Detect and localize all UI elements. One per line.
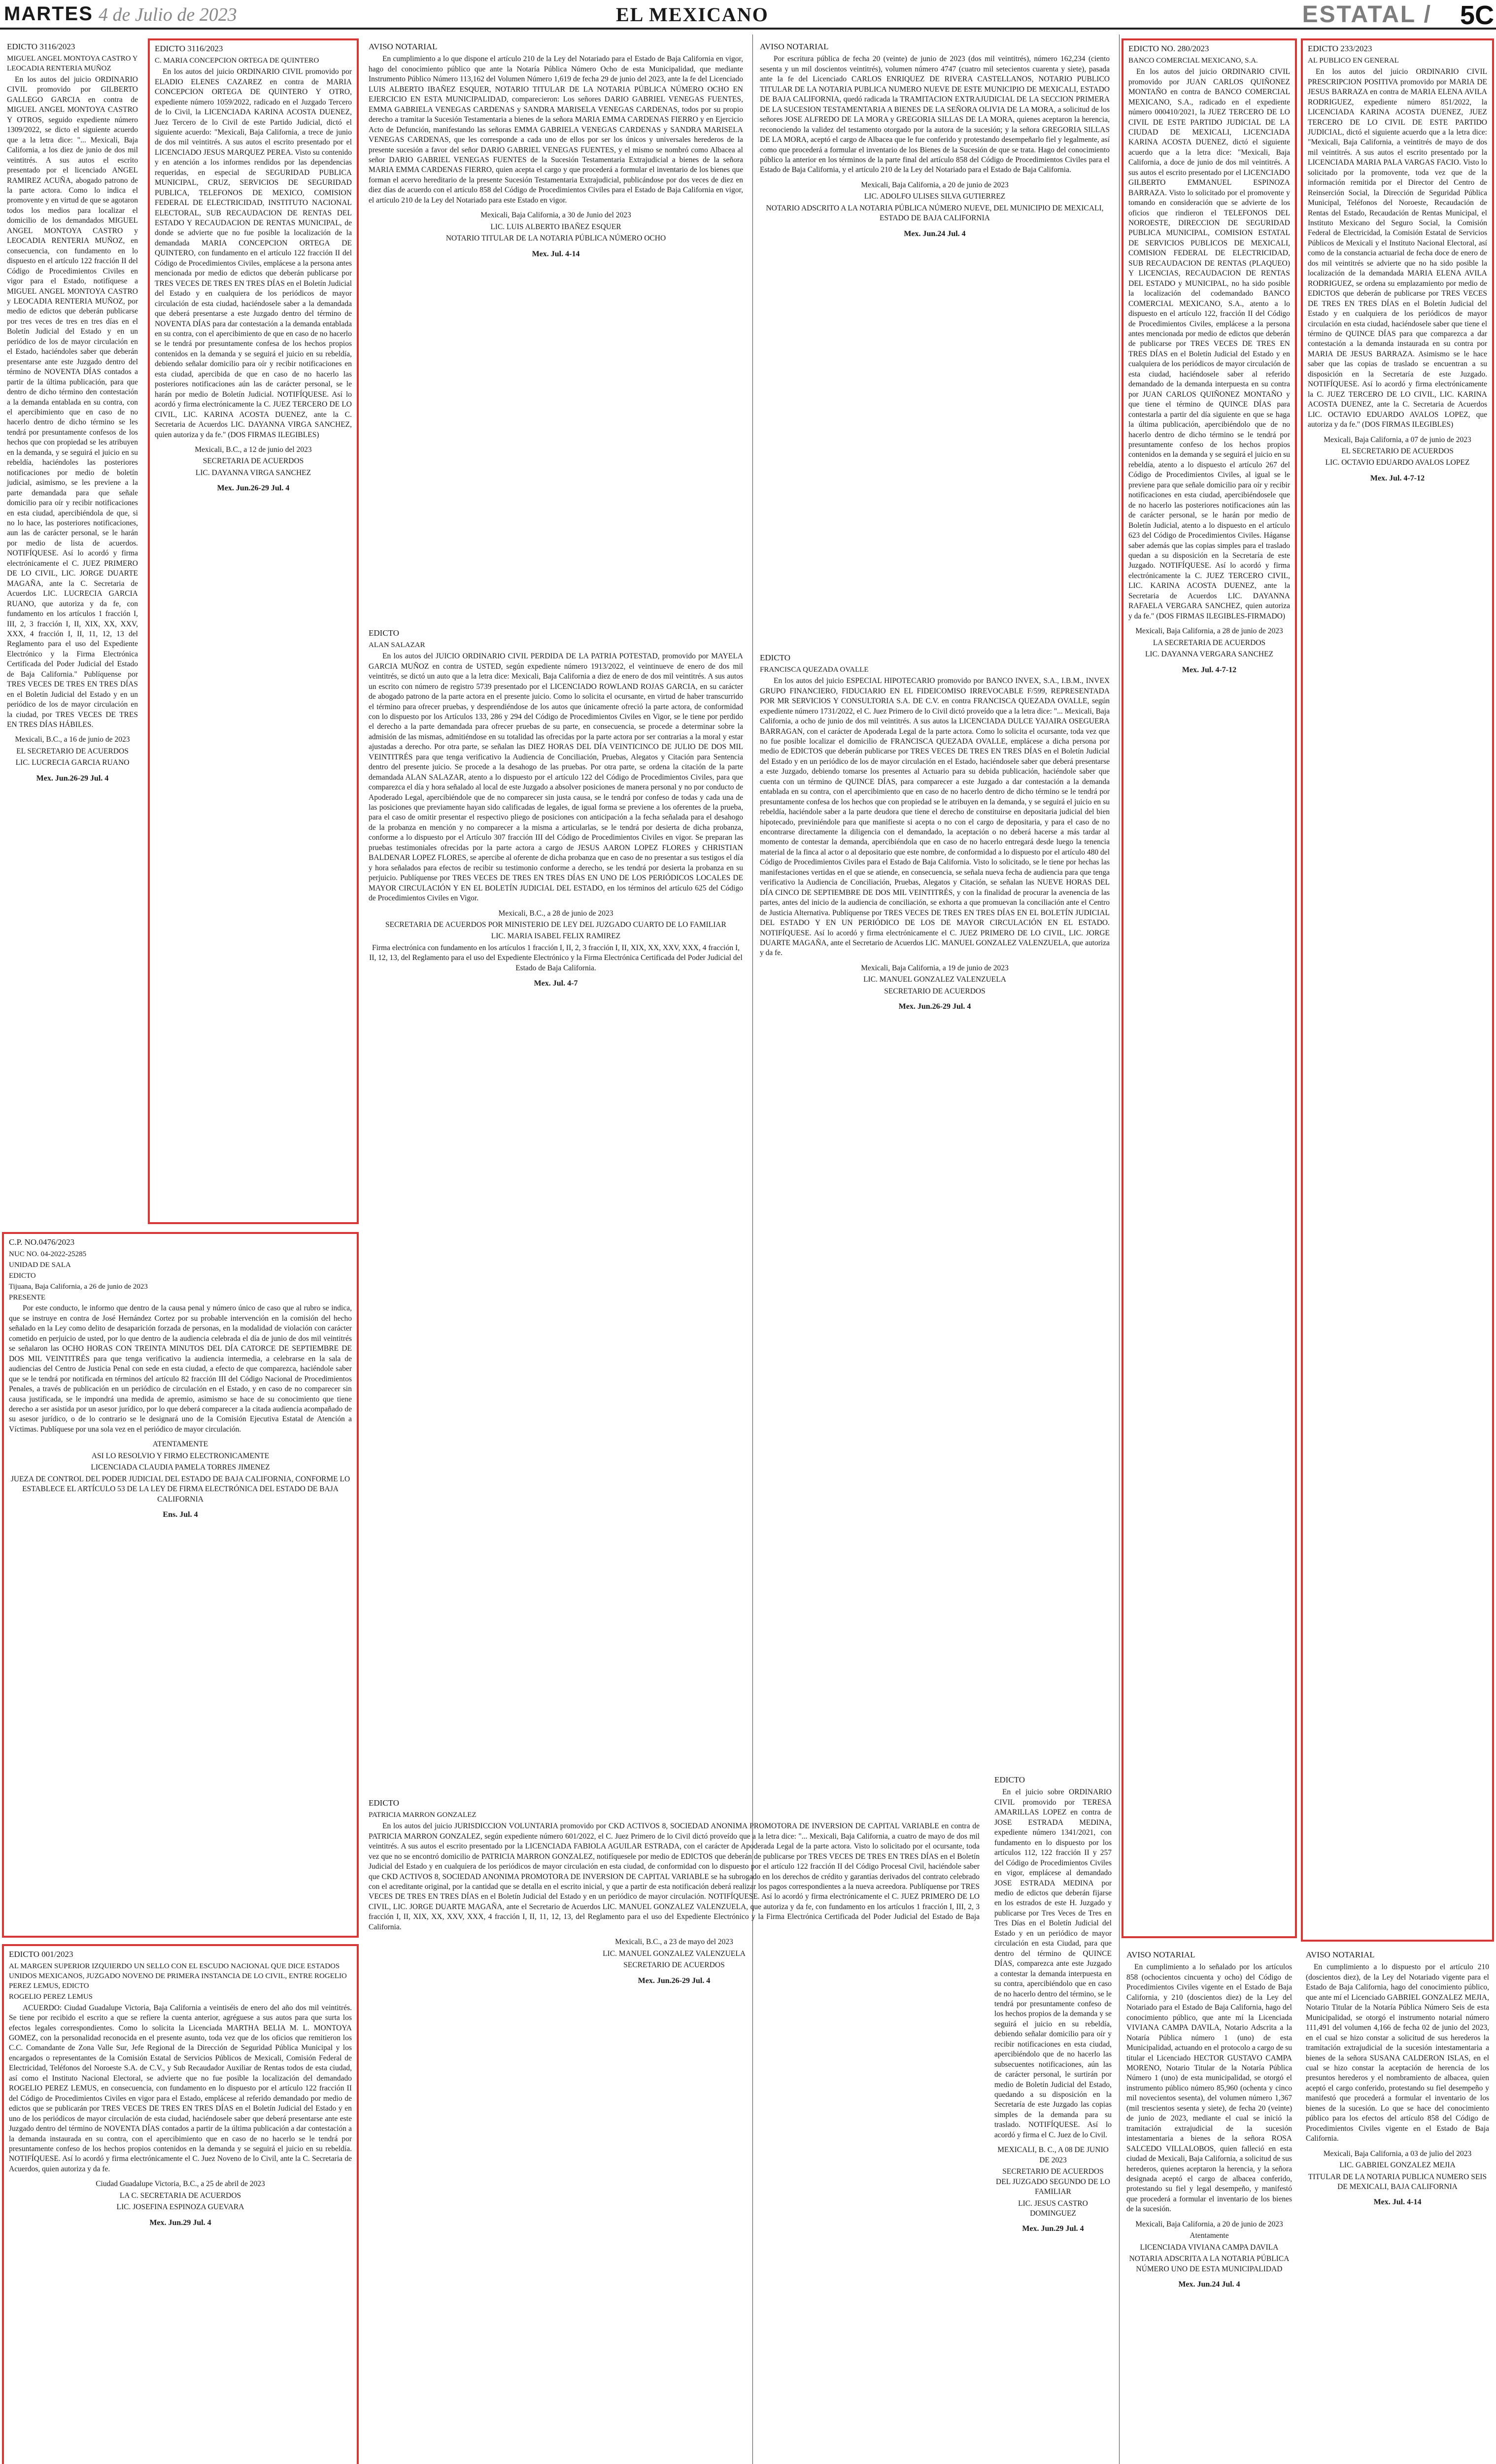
notice-signature <box>369 210 743 243</box>
notice-body <box>1128 67 1290 621</box>
signature-line: LIC. MARIA ISABEL FELIX RAMIREZ <box>491 932 621 941</box>
publication-dates: Mex. Jun.24 Jul. 4 <box>904 229 966 238</box>
signature-line: LICENCIADA VIVIANA CAMPA DAVILA <box>1140 2243 1279 2252</box>
masthead-date: 4 de Julio de 2023 <box>99 4 237 25</box>
notice-title: C.P. NO.0476/2023 <box>9 1237 75 1247</box>
notice-reference: PATRICIA MARRON GONZALEZ <box>369 1811 476 1819</box>
masthead <box>0 0 1496 30</box>
publication-dates: Mex. Jun.26-29 Jul. 4 <box>36 774 109 783</box>
notice-signature <box>760 963 1110 996</box>
notice-signature <box>369 909 743 974</box>
notice-title: EDICTO <box>994 1775 1025 1784</box>
notice-signature <box>9 1439 352 1505</box>
signature-line: LIC. JOSEFINA ESPINOZA GUEVARA <box>116 2203 244 2212</box>
notice-reference: C. MARIA CONCEPCION ORTEGA DE QUINTERO <box>155 57 319 65</box>
publication-dates: Mex. Jul. 4-7 <box>534 979 578 988</box>
column-rule <box>1119 34 1120 2464</box>
signature-line: LICENCIADA CLAUDIA PAMELA TORRES JIMENEZ <box>91 1463 270 1472</box>
notice-title: AVISO NOTARIAL <box>1306 1950 1375 1959</box>
notice-paragraph: En los autos del juicio ORDINARIO CIVIL promovido por ELADIO ELENES CAZAREZ en contra de MARIA CONCEPCION ORTEGA DE QUINTERO Y OTRO, expediente número 1059/2022, radicado en el Juzgado Tercero de lo Civil, la LICENCIADA KARINA ACOSTA DUENEZ, Juez Tercero de lo Civil de este Partido Judicial, dictó el siguiente acuerdo: "Mexicali, Baja California, a trece de junio de dos mil veintitrés. A sus autos el escrito presentado por el LICENCIADO JESUS MARQUEZ PEREA. Visto su contenido y en atención a los informes rendidos por las dependencias requeridas, en especial de SEGURIDAD PUBLICA MUNICIPAL, CRUZ, SERVICIOS DE SEGURIDAD PUBLICA, TELEFONOS DE MEXICO, COMISION FEDERAL DE ELECTRICIDAD, INSTITUTO NACIONAL ELECTORAL, SUB RECAUDACION DE RENTAS DEL ESTADO Y RECAUDACION DE RENTAS MUNICIPAL, de donde se advierte que no fue posible la localización de la demandada MARIA CONCEPCION ORTEGA DE QUINTERO, con fundamento en el artículo 122 fracción II del Código de Procedimientos Civiles, emplácese a la persona antes mencionada por medio de edictos que deberán publicarse por TRES VECES DE TRES EN TRES DÍAS en el Boletín Judicial del Estado y en cualquiera de los periódicos de mayor circulación de esta ciudad, haciéndosele saber a la demandada que deberá presentarse a este Juzgado dentro del término de NOVENTA DÍAS para dar contestación a la demanda entablada en su contra, con el apercibimiento de que en caso de no hacerlo se le tendrá por presuntamente confesa de los hechos propios contenidos en la demanda y se seguirá el juicio en su rebeldía, debiendo señalar domicilio para oír y recibir notificaciones en esta ciudad, apercibida de que en caso de no hacerlo las posteriores notificaciones aún las de carácter personal, se le harán por medio de Boletín Judicial. NOTIFÍQUESE. Así lo acordó y firma electrónicamente la C. JUEZ TERCERO DE LO CIVIL, LIC. KARINA ACOSTA DUENEZ, ante la C. Secretaria de Acuerdos LIC. DAYANNA VIRGA SANCHEZ, quien autoriza y da fe." (DOS FIRMAS ILEGIBLES) <box>155 68 352 439</box>
notice-reference: NUC NO. 04-2022-25285 <box>9 1250 87 1259</box>
signature-line: SECRETARIO DE ACUERDOS DEL JUZGADO SEGUNDO DE LO FAMILIAR <box>996 2167 1110 2196</box>
publication-dates: Mex. Jul. 4-7-12 <box>1182 665 1237 674</box>
notice-edicto-estrada <box>989 1772 1117 2464</box>
notice-reference: ALAN SALAZAR <box>369 641 425 650</box>
notice-signature <box>7 735 138 768</box>
signature-line: LIC. DAYANNA VIRGA SANCHEZ <box>195 468 311 477</box>
notice-title: AVISO NOTARIAL <box>369 42 438 51</box>
notice-signature <box>155 445 352 478</box>
signature-line: NOTARIA ADSCRITA A LA NOTARIA PÚBLICA NÚMERO UNO DE ESTA MUNICIPALIDAD <box>1129 2255 1290 2273</box>
notice-title: EDICTO NO. 280/2023 <box>1128 44 1209 53</box>
notice-paragraph: ACUERDO: Ciudad Guadalupe Victoria, Baja California a veintiséis de enero del año dos mil veintitrés. Se tiene por recibido el escrito a que se refiere la cuenta anterior, agréguese a sus autos para que surta los efectos legales correspondientes. Como lo solicita la Licenciada MARTHA BELIA M. L. MONTOYA GOMEZ, con la personalidad reconocida en el presente asunto, toda vez que de los oficios que remitieron los C.C. Comandante de Zona Valle Sur, Jefe Regional de la Dirección de Seguridad Pública Municipal y los encargados o representantes de la Comisión Estatal de Servicios Públicos de Mexicali, Comisión Federal de Electricidad, Teléfonos del Noroeste S.A. de C.V., y Sub Recaudador Auxiliar de Rentas todos de esta ciudad, así como el Instituto Nacional Electoral, se advierte que no fue posible la localización del demandado ROGELIO PEREZ LEMUS, en consecuencia, con fundamento en lo dispuesto por el artículo 122 fracción II del Código de Procedimientos Civiles en vigor para el Estado, emplácese al referido demandado por medio de edictos que se publicarán por TRES VECES DE TRES EN TRES DÍAS en el Boletín Judicial del Estado y en uno de los periódicos de mayor circulación de esta ciudad, haciéndosele saber que deberá presentarse ante este Juzgado dentro del término de NOVENTA DÍAS contados a partir de la última publicación a dar contestación a la demanda instaurada en su contra, con el apercibimiento que en caso de no hacerlo se le tendrá por presuntamente confeso de los hechos propios contenidos en la demanda y se seguirá el juicio en su rebeldía. NOTIFÍQUESE. Así lo acordó y firma electrónicamente el C. Juez Noveno de lo Civil, ante la C. Secretaria de Acuerdos, quien autoriza y da fe. <box>9 2003 352 2173</box>
publication-dates: Mex. Jun.24 Jul. 4 <box>1178 2280 1240 2289</box>
notice-edicto-marron <box>364 1795 985 2464</box>
signature-line: NOTARIO ADSCRITO A LA NOTARIA PÚBLICA NÚMERO NUEVE, DEL MUNICIPIO DE MEXICALI, ESTADO DE BAJA CALIFORNIA <box>766 204 1104 223</box>
notice-title: EDICTO 233/2023 <box>1308 44 1372 53</box>
signature-line: NOTARIO TITULAR DE LA NOTARIA PÚBLICA NÚMERO OCHO <box>445 234 666 243</box>
notice-edicto-banco-comercial <box>1122 38 1297 1938</box>
notice-reference: Tijuana, Baja California, a 26 de junio de 2023 <box>9 1282 148 1291</box>
notice-title: EDICTO 3116/2023 <box>7 42 75 51</box>
publication-dates: Mex. Jun.26-29 Jul. 4 <box>217 484 290 493</box>
publication-dates: Mex. Jun.26-29 Jul. 4 <box>638 1976 711 1985</box>
notice-reference: EDICTO <box>9 1272 36 1280</box>
notice-body <box>1306 1962 1489 2144</box>
masthead-day: MARTES <box>4 3 93 25</box>
signature-line: LIC. OCTAVIO EDUARDO AVALOS LOPEZ <box>1325 458 1470 467</box>
signature-line: Mexicali, Baja California, a 03 de julio del 2023 <box>1323 2149 1472 2158</box>
publication-dates: Mex. Jul. 4-14 <box>1373 2198 1422 2207</box>
notice-title: EDICTO 3116/2023 <box>155 44 223 53</box>
signature-line: LIC. MANUEL GONZALEZ VALENZUELA <box>863 975 1006 984</box>
notice-body <box>1308 67 1487 430</box>
notice-reference: AL MARGEN SUPERIOR IZQUIERDO UN SELLO CON EL ESCUDO NACIONAL QUE DICE ESTADOS UNIDOS MEXICANOS, JUZGADO NOVENO DE PRIMERA INSTANCIA DE LO CIVIL, ENTRE ROGELIO PEREZ LEMUS, EDICTO <box>9 1962 347 1990</box>
publication-dates: Mex. Jun.26-29 Jul. 4 <box>898 1002 971 1011</box>
notice-reference: MIGUEL ANGEL MONTOYA CASTRO Y LEOCADIA RENTERIA MUÑOZ <box>7 55 138 73</box>
notice-title: EDICTO <box>760 653 791 662</box>
notice-paragraph: En cumplimiento a lo señalado por los artículos 858 (ochocientos cincuenta y ocho) del Código de Procedimientos Civiles vigente en el Estado de Baja California, y 210 (doscientos diez) de la Ley del Notariado para el Estado de Baja California, hago del conocimiento público, que ante mí la Licenciada VIVIANA CAMPA DAVILA, Notario Adscrita a la Notaría Pública número 1 (uno) de esta Municipalidad, actuando en el protocolo a cargo de su titular el Licenciado HECTOR GUSTAVO CAMPA MORENO, Notario Titular de la Notaría Pública Número 1 (uno) de esta municipalidad, se otorgó el instrumento público número 85,960 (ochenta y cinco mil novecientos sesenta), del volumen número 1,367 (mil trescientos sesenta y siete), de fecha 20 (veinte) de junio de 2023, mediante el cual se inició la tramitación extrajudicial de la sucesión intestamentaria a bienes de la señora ROSA SALCEDO VILLALOBOS, quien falleció en esta ciudad de Mexicali, Baja California, a solicitud de sus herederos, quienes aceptaron la herencia, y la señora designada aceptó el cargo de albacea conferido, protestando su fiel y legal desempeño, y manifestó que procederá a formular el inventario de los bienes de la sucesión. <box>1126 1963 1292 2214</box>
notice-aviso-notarial-ibanez <box>364 38 748 620</box>
notice-body <box>760 54 1110 175</box>
notice-paragraph: Por escritura pública de fecha 20 (veinte) de junio de 2023 (dos mil veintitrés), número 162,234 (ciento sesenta y un mil doscientos veintitrés), volumen número 4747 (cuatro mil setecientos cuarenta y siete), pasada ante la fe del Licenciado CARLOS ENRIQUEZ DE RIVERA CASTELLANOS, NOTARIO PUBLICO TITULAR DE LA NOTARIA PUBLICA NUMERO NUEVE DE ESTE MUNICIPIO DE MEXICALI, ESTADO DE BAJA CALIFORNIA, quedó radicada la TRAMITACION EXTRAJUDICIAL DE LA SECCION PRIMERA DE LA SUCESION TESTAMENTARIA A BIENES DE LA SEÑORA OLIVIA DE LA MORA, a solicitud de los señores JOSE ALFREDO DE LA MORA y GREGORIA SILLAS DE LA MORA, quienes aceptaron la herencia, reconociendo la validez del testamento otorgado por la autora de la sucesión; y la señora GREGORIA SILLAS DE LA MORA, aceptó el cargo de Albacea que le fue conferido y protestando desempeñarlo fiel y legalmente, así como que procederá a formular el inventario de los Bienes de la Sucesión de que se trata. Hago del conocimiento público la anterior en los términos de la parte final del artículo 858 del Código de Procedimientos Civiles para el Estado de Baja California, y el artículo 210 de la Ley del Notariado para el Estado de Baja California. <box>760 55 1110 174</box>
signature-line: Mexicali, B.C., a 12 de junio del 2023 <box>195 445 312 454</box>
signature-line: Mexicali, Baja California, a 20 de junio de 2023 <box>861 180 1009 189</box>
notice-body <box>369 651 743 903</box>
signature-line: LIC. MANUEL GONZALEZ VALENZUELA <box>603 1949 746 1958</box>
signature-line: EL SECRETARIO DE ACUERDOS <box>1341 447 1454 455</box>
signature-line: JUEZA DE CONTROL DEL PODER JUDICIAL DEL ESTADO DE BAJA CALIFORNIA, CONFORME LO ESTABLECE EL ARTÍCULO 53 DE LA LEY DE FIRMA ELECTRÓNICA DEL ESTADO DE BAJA CALIFORNIA <box>10 1474 350 1504</box>
notice-body <box>155 67 352 440</box>
masthead-section: ESTATAL / <box>1302 1 1432 28</box>
notice-paragraph: En cumplimiento a lo dispuesto por el artículo 210 (doscientos diez), de la Ley del Notariado vigente para el Estado de Baja California, hago del conocimiento público, que ante mí el Licenciado GABRIEL GONZALEZ MEJIA, Notario Titular de la Notaría Pública Número Seis de esta Municipalidad, se otorgó el instrumento notarial número 111,491 del volumen 4,166 de fecha 02 de junio del 2023, en el cual se hizo constar a solicitud de sus herederos la tramitación extrajudicial de la sucesión intestamentaria a bienes de la señora SUSANA CALDERON ISLAS, en el cual se hizo constar la aceptación de herencia de los presuntos herederos y el nombramiento de albacea, quien aceptó el cargo conferido, protestando su fiel desempeño y manifestó que procederá a formular el inventario de los bienes de la sucesión. Lo que se hace del conocimiento público para los efectos del artículo 858 del Código de Procedimientos Civiles vigente en el Estado de Baja California. <box>1306 1963 1489 2143</box>
signature-line: Mexicali, Baja California, a 19 de junio de 2023 <box>861 963 1009 972</box>
notice-paragraph: En los autos del juicio JURISDICCION VOLUNTARIA promovido por CKD ACTIVOS 8, SOCIEDAD ANONIMA PROMOTORA DE INVERSION DE CAPITAL VARIABLE en contra de PATRICIA MARRON GONZALEZ, según expediente número 601/2022, el C. Juez Primero de lo Civil dictó proveído que a la letra dice: "... Mexicali, Baja California, a cuatro de mayo de dos mil veintitrés. A sus autos el escrito presentado por la LICENCIADA FABIOLA AGUILAR ESTRADA, con el carácter de Apoderada Legal de la parte actora. Visto lo solicitado por el ocursante, toda vez que no se encontró domicilio de PATRICIA MARRON GONZALEZ, notifíquesele por medio de EDICTOS que deberán de publicarse por TRES VECES DE TRES EN TRES DÍAS en el Boletín Judicial del Estado y en cualquiera de los periódicos de mayor circulación en esta ciudad, de conformidad con lo dispuesto por el artículo 122 fracción II del Código Procesal Civil, haciéndole saber que CKD ACTIVOS 8, SOCIEDAD ANONIMA PROMOTORA DE INVERSION DE CAPITAL VARIABLE se ha subrogado en los derechos de crédito y garantías derivados del contrato celebrado con el acreditante original, por la cantidad que se detalla en el escrito inicial, y que a partir de esta notificación deberá realizar los pagos correspondientes a la nueva acreedora. Publíquense por TRES VECES DE TRES EN TRES DÍAS en el Boletín Judicial del Estado y en un periódico de mayor circulación. NOTIFÍQUESE. Así lo acordó y firma electrónicamente el C. JUEZ PRIMERO DE LO CIVIL, LIC. JORGE DUARTE MAGAÑA, ante el Secretario de Acuerdos LIC. MANUEL GONZALEZ VALENZUELA, que autoriza y da fe, con fundamento en los artículos 1 fracción I, III, 2, 3 fracción I, II, XIX, XX, XXV, XXX, 4 fracción I, II, 11, 12, 13, del Reglamento para el uso del Expediente Electrónico y la Firma Electrónica Certificada del Poder Judicial del Estado de Baja California. <box>369 1822 980 1931</box>
notice-signature <box>994 2145 1112 2219</box>
notice-aviso-notarial-gonzalez <box>1301 1947 1494 2464</box>
notice-body <box>1126 1962 1292 2214</box>
signature-line: Mexicali, Baja California, a 20 de junio de 2023 <box>1135 2220 1283 2228</box>
notice-edicto-perez-lemus <box>2 1944 359 2464</box>
notice-edicto-quezada <box>755 650 1115 1762</box>
notice-body <box>760 676 1110 958</box>
signature-line: LIC. LUCRECIA GARCIA RUANO <box>15 758 130 767</box>
signature-line: SECRETARIA DE ACUERDOS POR MINISTERIO DE LEY DEL JUZGADO CUARTO DE LO FAMILIAR <box>385 921 726 929</box>
signature-line: MEXICALI, B. C., A 08 DE JUNIO DE 2023 <box>997 2146 1109 2164</box>
signature-line: LIC. GABRIEL GONZALEZ MEJIA <box>1339 2161 1456 2170</box>
notice-signature <box>369 1937 980 1970</box>
publication-dates: Mex. Jun.29 Jul. 4 <box>149 2218 211 2227</box>
notice-body <box>9 2003 352 2175</box>
notice-body <box>7 75 138 730</box>
notice-signature <box>1308 435 1487 468</box>
notice-edicto-montoya <box>2 38 143 1224</box>
signature-line: LIC. DAYANNA VERGARA SANCHEZ <box>1145 650 1274 659</box>
signature-line: LIC. ADOLFO ULISES SILVA GUTIERREZ <box>864 192 1006 201</box>
publication-dates: Mex. Jun.29 Jul. 4 <box>1022 2224 1084 2233</box>
signature-line: SECRETARIA DE ACUERDOS <box>203 457 304 466</box>
notice-edicto-ortega <box>148 38 359 1224</box>
notice-paragraph: En los autos del JUICIO ORDINARIO CIVIL PERDIDA DE LA PATRIA POTESTAD, promovido por MAYELA GARCIA MUÑOZ en contra de USTED, según expediente número 1913/2022, el veintinueve de enero de dos mil veintitrés, se dictó un auto que a la letra dice: Mexicali, Baja California a diez de enero de dos mil veintitrés. A sus autos un escrito con número de registro 5739 presentado por el LICENCIADO ROWLAND ROJAS GARCIA, en su carácter de abogado patrono de la parte actora en el presente juicio. Como lo solicita el ocursante, en virtud de haber transcurrido el término para ofrecer pruebas, y desprendiéndose de los autos que únicamente ofreció la parte actora, de conformidad con lo dispuesto por los Artículos 133, 286 y 294 del Código de Procedimientos Civiles en Vigor, se le tiene por perdido el derecho a la parte demandada para ofrecer pruebas de su parte, en consecuencia, se procede a determinar sobre la admisión de las mismas, admitiéndose en su totalidad las ofrecidas por la parte actora por ser contrarias a la moral y estar ajustadas a derecho. Por otra parte, se señalan las DIEZ HORAS DEL DÍA VEINTICINCO DE JULIO DE DOS MIL VEINTITRÉS para que tenga verificativo la Audiencia de Conciliación, Pruebas, Alegatos y Citación para Sentencia dentro del presente juicio. Se procede a la desahogo de las pruebas. Por otra parte, se ordena la citación de la parte demandada ALAN SALAZAR, atento a lo dispuesto por el artículo 122 del Código de Procedimientos Civiles, para que comparezca el día y hora señalado al local de este Juzgado a absolver posiciones de manera personal y no por conducto de Apoderado Legal, apercibiéndole que de no comparecer sin justa causa, se le tendrá por confeso de todas y cada una de las posiciones que previamente hayan sido calificadas de legales, de igual forma se previene a los oferentes de la prueba, para el caso de omitir presentar el respectivo pliego de posiciones con anticipación a la fecha señalada para el desahogo de la probanza en mención y no comparecer a la misma a articularlas, se le tendrá por desierta de dicha probanza, conforme a lo dispuesto por el Artículo 307 fracción III del Código de Procedimientos Civiles en vigor. Se preparan las pruebas testimoniales ofrecidas por la parte actora a cargo de JESUS AARON LOPEZ FLORES y CHRISTIAN BALDENAR LOPEZ FLORES, se apercibe al oferente de dicha probanza que en caso de no presentar a sus testigos el día y hora señalados para efectos de recibir su testimonio conforme a derecho, se les tendrá por desierta la probanza en su perjuicio. Publíquense por TRES VECES DE TRES EN TRES DÍAS EN UNO DE LOS PERIÓDICOS LOCALES DE MAYOR CIRCULACIÓN Y EN EL BOLETÍN JUDICIAL DEL ESTADO, en los términos del artículo 625 del Código de Procedimientos Civiles en Vigor. <box>369 652 743 903</box>
signature-line: LIC. JESUS CASTRO DOMINGUEZ <box>1018 2199 1088 2218</box>
notice-paragraph: Por este conducto, le informo que dentro de la causa penal y número único de caso que al rubro se indica, que se instruye en contra de José Hernández Cortez por su probable intervención en la comisión del hecho señalado en la Ley como delito de desaparición forzada de personas, en la modalidad de violación con carácter cometido en perjuicio de usted, por lo que dentro de la audiencia celebrada el día de junio de dos mil veintitrés se señalaron las OCHO HORAS CON TREINTA MINUTOS DEL DÍA CATORCE DE SEPTIEMBRE DE DOS MIL VEINTITRÉS para que tenga verificativo la audiencia intermedia, a celebrarse en la sala de audiencias del Centro de Justicia Penal con sede en esta ciudad, a efecto de que comparezca, haciéndole saber que se le tendrá por notificada en términos del artículo 82 fracción III del Código Nacional de Procedimientos Penales, a través de publicación en un periódico de circulación en el Estado, y en caso de no comparecer sin causa justificada, se le impondrá una medida de apremio, asimismo se hace de su conocimiento que tiene derecho a ser asistida por un asesor jurídico, por lo que deberá comparecer a la citada audiencia acompañado de su asesor jurídico, o de lo contrario se le designará uno de la Comisión Ejecutiva Estatal de Atención a Víctimas. Publíquese por una sola vez en el periódico de mayor circulación. <box>9 1304 352 1434</box>
notice-reference: ROGELIO PEREZ LEMUS <box>9 1992 93 2001</box>
signature-line: LIC. LUIS ALBERTO IBAÑEZ ESQUER <box>490 222 621 231</box>
signature-line: LA SECRETARIA DE ACUERDOS <box>1153 638 1266 647</box>
notice-title: EDICTO <box>369 1798 400 1808</box>
notice-body <box>369 54 743 205</box>
signature-line: Atentamente <box>1190 2231 1229 2240</box>
notice-body <box>9 1303 352 1435</box>
notice-reference: AL PUBLICO EN GENERAL <box>1308 57 1399 65</box>
notice-aviso-notarial-silva <box>755 38 1115 645</box>
signature-line: Mexicali, B.C., a 16 de junio de 2023 <box>15 735 130 744</box>
notice-paragraph: En el juicio sobre ORDINARIO CIVIL promovido por TERESA AMARILLAS LOPEZ en contra de JOSE ESTRADA MEDINA, expediente número 1341/2021, con fundamento en lo dispuesto por los artículos 112, 122 fracción II y 257 del Código de Procedimientos Civiles en vigor, emplácese al demandado JOSE ESTRADA MEDINA por medio de edictos que deberán fijarse en los estrados de este H. Juzgado y publicarse por Tres Veces de Tres en Tres Días en el Boletín Judicial del Estado y en un periódico de mayor circulación en esta Ciudad, para que dentro del término de QUINCE DÍAS, comparezca ante este Juzgado a contestar la demanda interpuesta en su contra, apercibiéndolo que en caso de no hacerlo dentro del término, se le tendrá por presuntamente confeso de los hechos propios de la demanda y se seguirá el juicio en su rebeldía, debiendo señalar domicilio para oír y recibir notificaciones en esta ciudad, apercibiéndolo que de no hacerlo las subsecuentes notificaciones, aún las de carácter personal, le surtirán por medio de Boletín Judicial del Estado, quedando a su disposición en la Secretaría de este Juzgado las copias simples de la demanda para su traslado. NOTIFÍQUESE. Así lo acordó y firma el C. Juez de lo Civil. <box>994 1788 1112 2139</box>
notice-reference: UNIDAD DE SALA <box>9 1261 71 1269</box>
notice-paragraph: En los autos del juicio ORDINARIO CIVIL promovido por JUAN CARLOS QUIÑONEZ MONTAÑO en contra de BANCO COMERCIAL MEXICANO, S.A., radicado en el expediente número 000410/2021, la JUEZ TERCERO DE LO CIVIL DE ESTE PARTIDO JUDICIAL DE LA CIUDAD DE MEXICALI, LICENCIADA KARINA ACOSTA DUENEZ, dictó el siguiente acuerdo que a la letra dice: "Mexicali, Baja California, a doce de junio de dos mil veintitrés. A sus autos el escrito presentado por el LICENCIADO GILBERTO EMMANUEL ESPINOZA BARRAZA. Visto lo solicitado por el promovente y tomando en consideración que se advierte de los oficios que rindieron el TELEFONOS DEL NOROESTE, DIRECCION DE SEGURIDAD PUBLICA MUNICIPAL, COMISION ESTATAL DE SERVICIOS PUBLICOS DE MEXICALI, COMISION FEDERAL DE ELECTRICIDAD, SUB RECAUDACION DE RENTAS (PLAQUEO) Y LICENCIAS, RECAUDACION DE RENTAS DEL ESTADO y MUNICIPAL, no ha sido posible la localización del codemandado BANCO COMERCIAL MEXICANO, S.A., atento a lo dispuesto en el artículo 122, fracción II del Código de Procedimientos Civiles, emplácese a la persona antes mencionada por medio de edictos que deberán de publicarse por TRES VECES DE TRES EN TRES DÍAS en el Boletín Judicial del Estado y en cualquiera de los periódicos de mayor circulación de esta ciudad, haciéndosele saber al referido demandado de la demanda interpuesta en su contra por JUAN CARLOS QUIÑONEZ MONTAÑO y que tiene el término de QUINCE DÍAS para contestarla a partir del día siguiente en que se haga la última publicación, apercibiéndolo que de no hacerlo dentro de dicho término se le tendrá por presuntamente confeso de los hechos propios contenidos en la demanda y se seguirá el juicio en su rebeldía, atento a lo dispuesto el artículo 267 del Código de Procedimientos Civiles, al igual se le previene para que señale domicilio para oír y recibir notificaciones en esta ciudad, apercibiéndosele que de no hacerlo las posteriores notificaciones aún las de carácter personal, se le harán por medio de Boletín Judicial, atento a lo dispuesto en el artículo 623 del Código de Procedimientos Civiles. Háganse saber además que las copias simples para el traslado quedan a su disposición en la Secretaría de este Juzgado. NOTIFÍQUESE. Así lo acordó y firma electrónicamente la C. JUEZ TERCERO CIVIL, LIC. KARINA ACOSTA DUENEZ, ante la Secretaria de Acuerdos LIC. DAYANNA RAFAELA VERGARA SANCHEZ, quien autoriza y da fe." (DOS FIRMAS ILEGIBLES-FIRMADO) <box>1128 68 1290 620</box>
notice-body <box>994 1787 1112 2140</box>
notice-signature <box>760 180 1110 224</box>
signature-line: Mexicali, Baja California, a 30 de Junio del 2023 <box>480 211 631 220</box>
notice-reference: FRANCISCA QUEZADA OVALLE <box>760 666 869 674</box>
signature-line: SECRETARIO DE ACUERDOS <box>623 1961 725 1970</box>
signature-line: EL SECRETARIO DE ACUERDOS <box>16 747 129 755</box>
signature-line: TITULAR DE LA NOTARIA PUBLICA NUMERO SEIS DE MEXICALI, BAJA CALIFORNIA <box>1308 2172 1487 2191</box>
notice-title: EDICTO 001/2023 <box>9 1950 73 1959</box>
notice-signature <box>1128 626 1290 659</box>
notice-reference: BANCO COMERCIAL MEXICANO, S.A. <box>1128 57 1258 65</box>
signature-line: Mexicali, Baja California, a 07 de junio de 2023 <box>1324 435 1471 444</box>
notice-signature <box>1306 2149 1489 2192</box>
signature-line: ASI LO RESOLVIO Y FIRMO ELECTRONICAMENTE <box>91 1451 270 1460</box>
notice-paragraph: En cumplimiento a lo que dispone el artículo 210 de la Ley del Notariado para el Estado de Baja California en vigor, hago del conocimiento público que ante la Notaría Pública Número Ocho de esta Municipalidad, que mediante Instrumento Público Número 113,162 del Volumen Número 1,619 de fecha 29 de junio del 2023, ante la fe del Licenciado LUIS ALBERTO IBAÑEZ ESQUER, NOTARIO TITULAR DE LA NOTARIA PÚBLICA NÚMERO OCHO EN EJERCICIO EN ESTA MUNICIPALIDAD, comparecieron: Los señores DARIO GABRIEL VENEGAS FUENTES, EMMA GABRIELA VENEGAS CARDENAS y SANDRA MARISELA VENEGAS CARDENAS, todos por su propio derecho a tramitar la Sucesión Testamentaria a bienes de la señora MARIA EMMA CARDENAS FIERRO y en Ejercicio Acto de Defunción, manifestando las señoras EMMA GABRIELA VENEGAS CARDENAS y SANDRA MARISELA VENEGAS CARDENAS, que les corresponde a cada uno de ellos por ser los únicos y universales herederos de la presente sucesión a favor del señor DARIO GABRIEL VENEGAS FUENTES, y el mismo se nombró como Albacea al señor DARIO GABRIEL VENEGAS FUENTES de la Sucesión Testamentaria Extrajudicial a bienes de la señora MARIA EMMA CARDENAS FIERRO, quien acepta el cargo y que procederá a formular el inventario de los bienes que forman el acervo hereditario de la presente Sucesión Testamentaria Extrajudicial, publicándose por dos veces de diez en diez días de acuerdo con el artículo 858 del Código de Procedimientos Civiles para el Estado de Baja California en vigor, el artículo 210 de la Ley del Notariado para este Estado en vigor. <box>369 55 743 205</box>
notice-edicto-publico-general <box>1301 38 1494 1942</box>
signature-line: Mexicali, Baja California, a 28 de junio de 2023 <box>1135 627 1283 636</box>
notice-paragraph: En los autos del juicio ESPECIAL HIPOTECARIO promovido por BANCO INVEX, S.A., I.B.M., INVEX GRUPO FINANCIERO, FIDUCIARIO EN EL FIDEICOMISO IRREVOCABLE F/599, REPRESENTADA POR MR SERVICIOS Y CONSULTORIA S.A. DE C.V. en contra FRANCISCA QUEZADA OVALLE, según expediente número 1731/2022, el C. Juez Primero de lo Civil dictó proveído que a la letra dice: "... Mexicali, Baja California, a ocho de junio de dos mil veintitrés. A sus autos la LICENCIADA DULCE YAJAIRA OSEGUERA BARRAGAN, con el carácter de Apoderada Legal de la parte actora. Como lo solicita el ocursante, toda vez que no fue posible localizar el domicilio de FRANCISCA QUEZADA OVALLE, emplácese a dicha persona por medio de EDICTOS que deberán publicarse por TRES VECES DE TRES EN TRES DÍAS en el Boletín Judicial del Estado y en un periódico de los de mayor circulación en el Estado, haciéndosele saber que deberá presentarse a este Juzgado, debiendo tomarse los presentes al Actuario para su debida publicación, haciéndole saber que cuenta con un término de QUINCE DÍAS, para comparecer a este Juzgado a dar contestación a la demanda entablada en su contra, con el apercibimiento que en caso de no hacerlo dentro de dicho término se le tendrá por presuntamente confesa de los hechos que con propiedad se le atribuyen en la demanda, y se seguirá el juicio en su rebeldía, haciéndole saber a la parte deudora que tiene el derecho de constituirse en depositaria judicial del bien hipotecado, previniéndole para que manifieste si acepta o no con el cargo de depositaria, y para el caso de no encontrarse directamente la diligencia con el demandado, la aceptación o no deberá hacerse a más tardar al momento de contestar la demanda, apercibiéndola que en caso de no hacerlo entregará desde luego la tenencia material de la finca al actor o al depositario que este nombre, de conformidad a lo dispuesto por el artículo 480 del Código de Procedimientos Civiles para el Estado de Baja California. Visto lo solicitado, se le tiene por hechas las manifestaciones vertidas en el que se atiende, en consecuencia, se señala nueva fecha de audiencia para que tenga verificativo la Audiencia de Conciliación, Pruebas, Alegatos y Citación, se señalan las NUEVE HORAS DEL DÍA CINCO DE SEPTIEMBRE DE DOS MIL VEINTITRÉS, y con la finalidad de procurar la avenencia de las partes, antes del inicio de la audiencia de conciliación, se exhorta a que promuevan la conciliación ante el Centro de Justicia Alternativa. Publíquense por TRES VECES DE TRES EN TRES DÍAS EN EL BOLETÍN JUDICIAL DEL ESTADO Y EN UN PERIÓDICO DE LOS DE MAYOR CIRCULACIÓN EN EL ESTADO. NOTIFÍQUESE. Así lo acordó y firma electrónicamente el C. JUEZ PRIMERO DE LO CIVIL, LIC. JORGE DUARTE MAGAÑA, ante el Secretario de Acuerdos LIC. MANUEL GONZALEZ VALENZUELA, que autoriza y da fe. <box>760 677 1110 958</box>
notice-body <box>369 1821 980 1932</box>
publication-dates: Mex. Jul. 4-14 <box>532 249 580 258</box>
publication-dates: Ens. Jul. 4 <box>163 1510 198 1519</box>
notice-title: AVISO NOTARIAL <box>760 42 829 51</box>
publication-dates: Mex. Jul. 4-7-12 <box>1370 474 1425 482</box>
notice-title: EDICTO <box>369 628 400 638</box>
signature-line: Mexicali, B.C., a 28 de junio de 2023 <box>498 909 613 918</box>
notice-signature <box>1126 2220 1292 2274</box>
notice-cp-0476 <box>2 1232 359 1938</box>
masthead-newspaper-name: EL MEXICANO <box>616 3 769 26</box>
notice-edicto-alan-salazar <box>364 625 748 1789</box>
notice-paragraph: En los autos del juicio ORDINARIO CIVIL PRESCRIPCION POSITIVA promovido por MARIA DE JESUS BARRAZA en contra de MARIA ELENA AVILA RODRIGUEZ, expediente número 851/2022, la LICENCIADA KARINA ACOSTA DUENEZ, JUEZ TERCERO DE LO CIVIL DE ESTE PARTIDO JUDICIAL, dictó el siguiente acuerdo que a la letra dice: "Mexicali, Baja California, a veintitrés de mayo de dos mil veintitrés. A sus autos el escrito presentado por la LICENCIADA MARIA PALA VARGAS FACIO. Visto lo solicitado por la promovente, toda vez que de la información remitida por el Director del Centro de Reinserción Social, la Dirección de Seguridad Pública Municipal, Teléfonos del Noroeste, Recaudación de Rentas del Estado, Recaudación de Rentas Municipal, el Instituto Mexicano del Seguro Social, la Comisión Federal de Electricidad, la Comisión Estatal de Servicios Públicos de Mexicali y el Instituto Nacional Electoral, así como de la constancia actuarial de fecha doce de enero de dos mil veintitrés se advierte que no ha sido posible la localización de la demandada MARIA ELENA AVILA RODRIGUEZ, se ordena su emplazamiento por medio de EDICTOS que deberán de publicarse por TRES VECES DE TRES EN TRES DÍAS en el Boletín Judicial del Estado y en cualquiera de los periódicos de mayor circulación en esta ciudad, haciéndosele saber que tiene el término de QUINCE DÍAS para que comparezca a dar contestación a la demanda instaurada en su contra por MARIA DE JESUS BARRAZA. Asimismo se le hace saber que las copias de traslado se encuentran a su disposición en la Secretaría de este Juzgado. NOTIFÍQUESE. Así lo acordó y firma electrónicamente la C. JUEZ TERCERO DE LO CIVIL, LIC. KARINA ACOSTA DUENEZ, ante la C. Secretaria de Acuerdos LIC. OCTAVIO EDUARDO AVALOS LOPEZ, que autoriza y da fe." (DOS FIRMAS ILEGIBLES) <box>1308 68 1487 429</box>
notice-aviso-notarial-campa <box>1122 1947 1297 2464</box>
notice-paragraph: En los autos del juicio ORDINARIO CIVIL promovido por GILBERTO GALLEGO GARCIA en contra de MIGUEL ANGEL MONTOYA CASTRO Y OTROS, seguido expediente número 1309/2022, se dicto el siguiente acuerdo que a la letra dice: "... Mexicali, Baja California, a los diez de junio de dos mil veintitrés. A sus autos el escrito presentado por el licenciado ANGEL RAMIREZ ACUÑA, abogado patrono de la parte actora. Como lo indica el promovente y en virtud de que se agotaron todos los medios para localizar el domicilio de los demandados MIGUEL ANGEL MONTOYA CASTRO y LEOCADIA RENTERIA MUÑOZ, en consecuencia, con fundamento en lo dispuesto en el artículo 122 fracción II del Código de Procedimientos Civiles en vigor para el Estado, notifíquese a MIGUEL ANGEL MONTOYA CASTRO y LEOCADIA RENTERIA MUÑOZ, por medio de edictos que deberán publicarse por tres veces de tres en tres días en el Boletín Judicial del Estado y en un periódico de los de mayor circulación en el Estado, haciéndoles saber que deberán presentarse ante este Juzgado dentro del término de NOVENTA DÍAS contados a partir de la última publicación, para que dentro de dicho término den contestación a la demanda entablada en su contra, con el apercibimiento que en caso de no hacerlo dentro de dicho término se les tendrá por presuntamente confesos de los hechos que con propiedad se les atribuyen en la demanda, y se seguirá el juicio en su rebeldía, haciéndoles las posteriores notificaciones por medio de boletín judicial, asimismo, se les previene a la parte demandada para que señale domicilio para oír y recibir notificaciones en esta ciudad, apercibiéndola de que, si no lo hace, las posteriores notificaciones, aun las de carácter personal, se le harán por medio de lista de acuerdos. NOTIFÍQUESE. Así lo acordó y firma electrónicamente el C. JUEZ PRIMERO DE LO CIVIL, LIC. JORGE DUARTE MAGAÑA, ante la C. Secretaria de Acuerdos LIC. LUCRECIA GARCIA RUANO, que autoriza y da fe, con fundamento en los artículos 1 fracción I, III, 2, 3 fracción I, II, XIX, XX, XXV, XXX, 4 fracción I, II, 11, 12, 13 del Reglamento para el uso del Expediente Electrónico y la Firma Electrónica Certificada del Poder Judicial del Estado de Baja California." Publíquense por TRES VECES DE TRES EN TRES DÍAS en el Boletín Judicial del Estado y en un periódico de los de mayor circulación en la ciudad, por TRES VECES DE TRES EN TRES DÍAS HÁBILES. <box>7 75 138 729</box>
notice-signature <box>9 2179 352 2212</box>
signature-line: Ciudad Guadalupe Victoria, B.C., a 25 de abril de 2023 <box>96 2180 265 2189</box>
signature-line: LA C. SECRETARIA DE ACUERDOS <box>119 2191 241 2200</box>
signature-line: ATENTAMENTE <box>152 1440 208 1449</box>
signature-line: SECRETARIO DE ACUERDOS <box>884 987 986 995</box>
notice-title: AVISO NOTARIAL <box>1126 1950 1195 1959</box>
masthead-page-number: 5C <box>1460 0 1494 30</box>
signature-line: Firma electrónica con fundamento en los artículos 1 fracción I, II, 2, 3 fracción I, II, XIX, XX, XXV, XXX, 4 fracción I, II, 12, 13, del Reglamento para el uso del Expediente Electrónico y la Firma Electrónica Certificada del Poder Judicial del Estado de Baja California. <box>369 943 743 972</box>
notice-reference: PRESENTE <box>9 1293 46 1301</box>
signature-line: Mexicali, B.C., a 23 de mayo del 2023 <box>615 1938 733 1947</box>
